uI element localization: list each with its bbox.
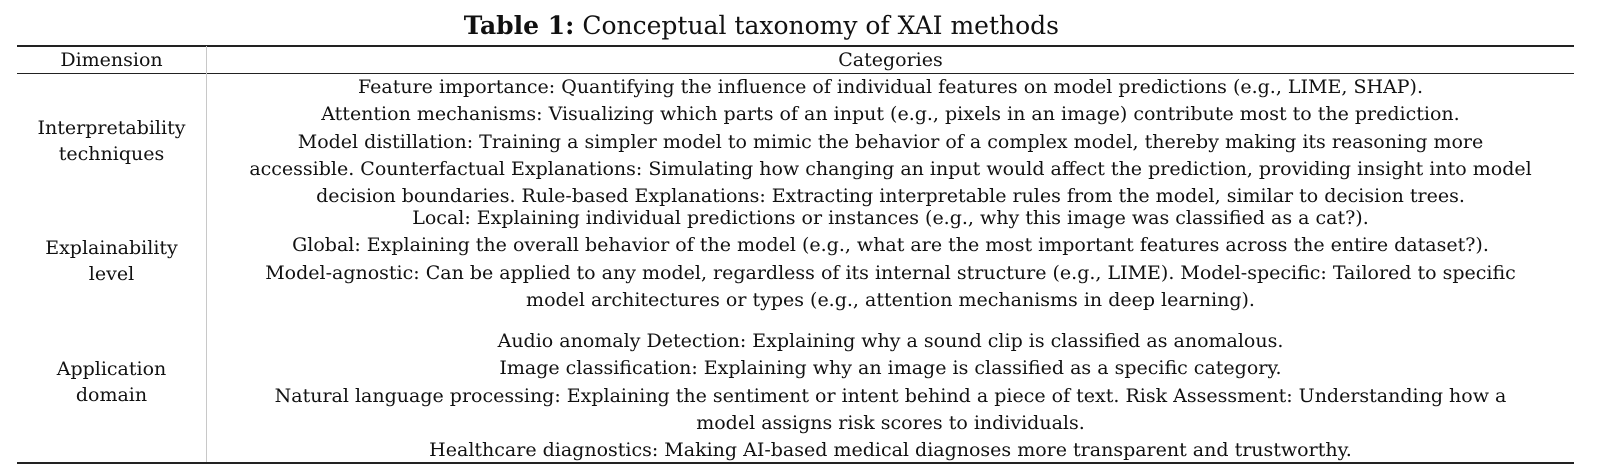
row-3-category-line: Healthcare diagnostics: Making AI-based medical diagnoses more transparent and trustworthy.: [429, 439, 1352, 462]
row-2-category-line: Local: Explaining individual predictions or instances (e.g., why this image was classified as a cat?).: [412, 207, 1369, 229]
table-caption-text: Conceptual taxonomy of XAI methods: [574, 11, 1059, 40]
row-2-dimension-line: Explainability: [45, 237, 178, 259]
header-dimension: Dimension: [60, 49, 163, 71]
row-2-category-line: model architectures or types (e.g., attention mechanisms in deep learning).: [526, 288, 1255, 311]
row-3-category-line: Image classification: Explaining why an image is classified as a specific category.: [499, 357, 1282, 380]
row-3-dimension-line: domain: [75, 384, 148, 406]
row-1-category-line: accessible. Counterfactual Explanations: Simulating how changing an input would affect the prediction, providing insight into model: [249, 157, 1532, 180]
row-1-category-line: Model distillation: Training a simpler model to mimic the behavior of a complex model, thereby making its reasoning more: [297, 130, 1484, 153]
row-2-category-line: Global: Explaining the overall behavior of the model (e.g., what are the most important features across the entire dataset?).: [292, 234, 1489, 257]
row-3-category-line: model assigns risk scores to individuals.: [696, 411, 1085, 434]
row-1-categories: [207, 74, 1574, 210]
row-3-dimension-line: Application: [56, 358, 167, 380]
table-caption: [0, 10, 1059, 42]
row-1-category-line: Feature importance: Quantifying the influence of individual features on model predictions (e.g., LIME, SHAP).: [357, 76, 1423, 98]
header-categories: Categories: [838, 49, 943, 71]
row-3-category-line: Natural language processing: Explaining the sentiment or intent behind a piece of text. Risk Assessment: Understanding how a: [274, 384, 1507, 407]
row-1-dimension-line: techniques: [58, 143, 165, 165]
row-1-category-line: decision boundaries. Rule-based Explanations: Extracting interpretable rules from the model, similar to decision trees.: [316, 185, 1465, 208]
row-1-category-line: Attention mechanisms: Visualizing which parts of an input (e.g., pixels in an image) contribute most to the prediction.: [321, 103, 1460, 126]
row-1-dimension: [17, 115, 206, 167]
row-1-dimension-line: Interpretability: [37, 117, 186, 139]
row-2-dimension: [17, 235, 206, 287]
row-3-categories: [207, 328, 1574, 464]
row-2-category-line: Model-agnostic: Can be applied to any model, regardless of its internal structure (e.g., LIME). Model-specific: Tailored to specific: [265, 261, 1516, 284]
row-2-dimension-line: level: [88, 263, 135, 285]
row-2-categories: [207, 205, 1574, 314]
row-3-dimension: [17, 356, 206, 408]
row-3-category-line: Audio anomaly Detection: Explaining why a sound clip is classified as anomalous.: [497, 330, 1284, 352]
table-caption-label: Table 1:: [463, 11, 575, 40]
